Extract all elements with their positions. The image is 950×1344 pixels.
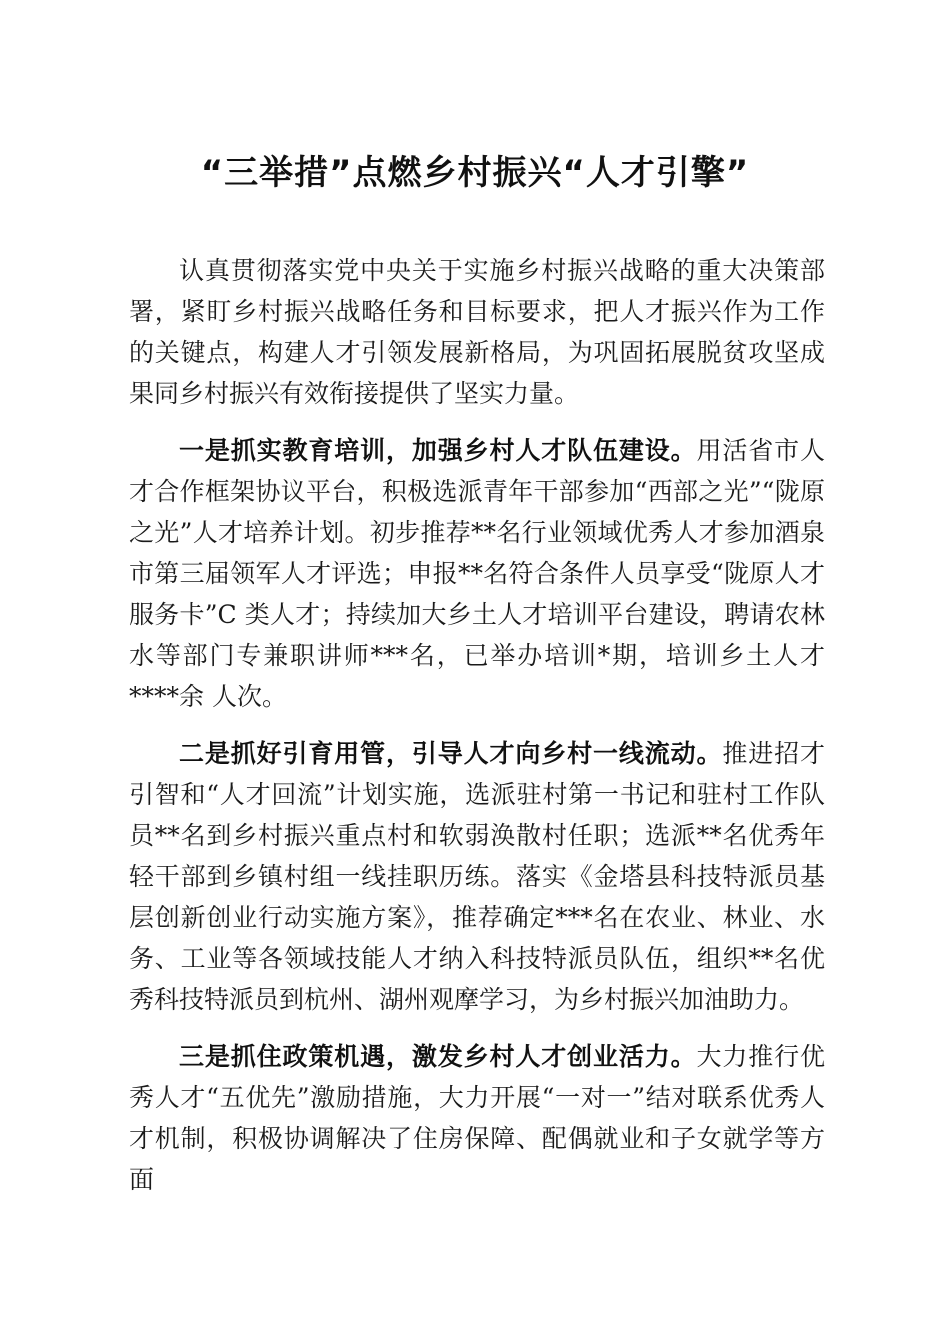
paragraph-lead: 三是抓住政策机遇，激发乡村人才创业活力。	[179, 1042, 697, 1071]
document-title: “三举措”点燃乡村振兴“人才引擎”	[200, 153, 750, 193]
paragraph-measure-one	[129, 430, 825, 717]
paragraph-measure-two	[129, 733, 825, 1020]
document-body	[129, 250, 825, 1216]
paragraph-lead: 一是抓实教育培训，加强乡村人才队伍建设。	[179, 436, 697, 465]
paragraph-lead: 二是抓好引育用管，引导人才向乡村一线流动。	[179, 739, 723, 768]
paragraph-text: 大力推行优秀人才“五优先”激励措施，大力开展“一对一”结对联系优秀人才机制，积极协调解决了住房保障、配偶就业和子女就学等方面	[129, 1042, 825, 1194]
paragraph-text: 推进招才引智和“人才回流”计划实施，选派驻村第一书记和驻村工作队员**名到乡村振兴重点村和软弱涣散村任职；选派**名优秀年轻干部到乡镇村组一线挂职历练。落实《金塔县科技特派员基层创新创业行动实施方案》，推荐确定***名在农业、林业、水务、工业等各领域技能人才纳入科技特派员队伍，组织**名优秀科技特派员到杭州、湖州观摩学习，为乡村振兴加油助力。	[129, 739, 825, 1014]
paragraph-intro	[129, 250, 825, 414]
paragraph-measure-three	[129, 1036, 825, 1200]
paragraph-text: 认真贯彻落实党中央关于实施乡村振兴战略的重大决策部署，紧盯乡村振兴战略任务和目标要求，把人才振兴作为工作的关键点，构建人才引领发展新格局，为巩固拓展脱贫攻坚成果同乡村振兴有效衔接提供了坚实力量。	[129, 256, 825, 408]
paragraph-text: 用活省市人才合作框架协议平台，积极选派青年干部参加“西部之光”“陇原之光”人才培养计划。初步推荐**名行业领域优秀人才参加酒泉市第三届领军人才评选；申报**名符合条件人员享受“陇原人才服务卡”C 类人才；持续加大乡土人才培训平台建设，聘请农林水等部门专兼职讲师***名，已举办培训*期，培训乡土人才****余 人次。	[129, 436, 825, 711]
